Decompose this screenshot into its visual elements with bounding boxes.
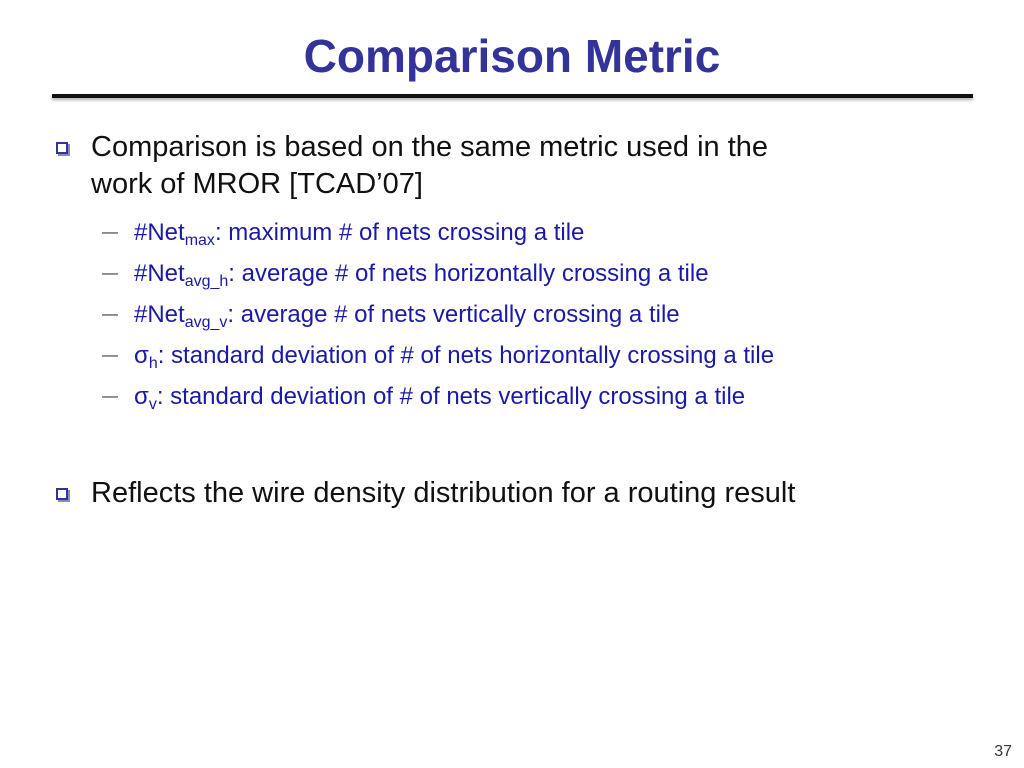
metric-symbol: σ: [134, 383, 149, 410]
sub-bullet-text: [134, 300, 680, 330]
metric-subscript: h: [148, 355, 158, 372]
metric-subscript: avg_v: [184, 314, 228, 331]
title-divider: [52, 94, 973, 98]
dash-icon: —: [102, 388, 118, 405]
metric-subscript: v: [148, 396, 157, 413]
sub-bullet-text: [134, 341, 774, 371]
metric-symbol: #Net: [134, 301, 185, 328]
metric-description: : average # of nets vertically crossing a tile: [227, 301, 680, 328]
metric-description: : standard deviation of # of nets vertically crossing a tile: [156, 383, 746, 410]
bullet-item: [52, 129, 932, 209]
metric-subscript: max: [184, 232, 215, 249]
metric-symbol: σ: [134, 342, 149, 369]
bullet-text-line: Comparison is based on the same metric used in the: [91, 131, 769, 163]
sub-bullet-text: [134, 382, 745, 412]
hollow-square-bullet-icon: [56, 488, 68, 500]
dash-icon: —: [102, 347, 118, 364]
dash-icon: —: [102, 224, 118, 241]
metric-symbol: #Net: [134, 260, 185, 287]
bullet-text: [91, 129, 931, 203]
metric-symbol: #Net: [134, 219, 185, 246]
dash-icon: —: [102, 306, 118, 323]
sub-bullet-text: [134, 259, 709, 289]
metric-description: : maximum # of nets crossing a tile: [214, 219, 585, 246]
metric-description: : standard deviation of # of nets horizontally crossing a tile: [157, 342, 775, 369]
bullet-text: Reflects the wire density distribution for a routing result: [91, 477, 796, 509]
sub-bullet-text: [134, 218, 584, 248]
metric-description: : average # of nets horizontally crossing a tile: [228, 260, 709, 287]
page-number: 37: [994, 743, 1012, 760]
bullet-item: [52, 475, 932, 515]
dash-icon: —: [102, 265, 118, 282]
bullet-text-line: work of MROR [TCAD’07]: [91, 168, 423, 200]
slide-title: Comparison Metric: [303, 30, 721, 82]
hollow-square-bullet-icon: [56, 142, 68, 154]
metric-subscript: avg_h: [184, 273, 229, 290]
